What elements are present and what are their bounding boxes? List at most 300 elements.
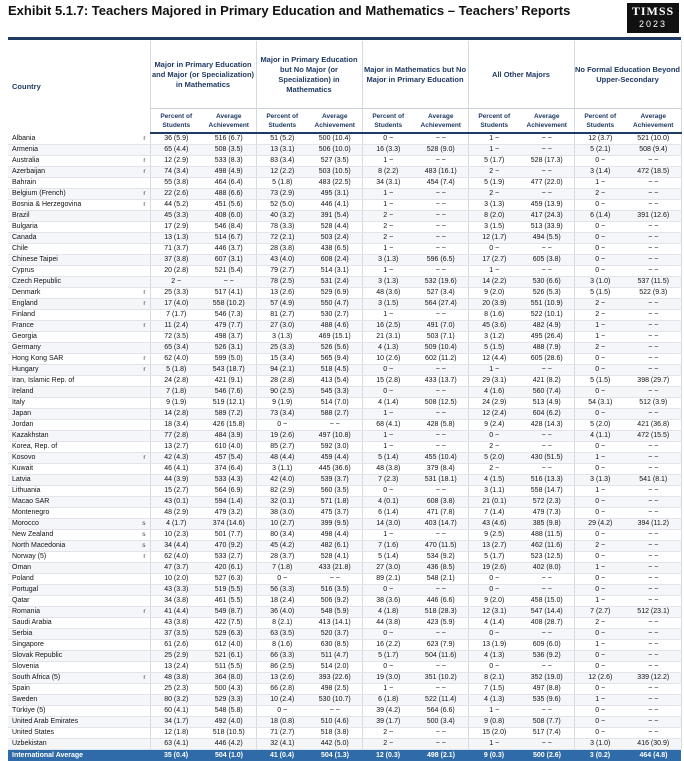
achievement-cell: 572 (2.3) xyxy=(520,497,574,508)
percent-cell: 94 (2.1) xyxy=(256,365,308,376)
achievement-cell: ~ ~ xyxy=(626,684,681,695)
achievement-cell: 454 (7.4) xyxy=(414,178,468,189)
percent-cell: 9 (2.5) xyxy=(468,530,520,541)
achievement-cell: 623 (7.9) xyxy=(414,640,468,651)
country-cell xyxy=(8,354,150,365)
percent-cell: 0 ~ xyxy=(468,662,520,673)
percent-cell: 0 ~ xyxy=(362,662,414,673)
percent-cell: 20 (3.9) xyxy=(468,299,520,310)
achievement-cell: 549 (8.7) xyxy=(202,607,256,618)
percent-cell: 62 (4.0) xyxy=(150,552,202,563)
percent-cell: 63 (4.1) xyxy=(150,739,202,750)
percent-cell: 7 (1.8) xyxy=(256,563,308,574)
achievement-cell: ~ ~ xyxy=(414,442,468,453)
table-row xyxy=(8,530,681,541)
table-row xyxy=(8,200,681,211)
country-cell xyxy=(8,431,150,442)
percent-cell: 2 ~ xyxy=(468,464,520,475)
percent-cell: 36 (5.9) xyxy=(150,133,202,145)
table-row xyxy=(8,662,681,673)
average-achievement-header: Average Achievement xyxy=(308,109,362,134)
percent-cell: 8 (1.6) xyxy=(256,640,308,651)
country-cell xyxy=(8,695,150,706)
percent-cell: 52 (5.0) xyxy=(256,200,308,211)
country-name: Denmark xyxy=(12,289,40,296)
achievement-cell: ~ ~ xyxy=(626,541,681,552)
achievement-cell: 428 (5.8) xyxy=(414,420,468,431)
percent-cell: 12 (0.3) xyxy=(362,750,414,761)
table-row xyxy=(8,706,681,717)
table-row xyxy=(8,211,681,222)
country-cell xyxy=(8,519,150,530)
country-name: Norway (5) xyxy=(12,553,46,560)
achievement-cell: 565 (9.4) xyxy=(308,354,362,365)
percent-cell: 1 ~ xyxy=(362,200,414,211)
table-row xyxy=(8,343,681,354)
achievement-cell: 374 (6.4) xyxy=(202,464,256,475)
achievement-cell: 528 (4.1) xyxy=(308,552,362,563)
average-achievement-header: Average Achievement xyxy=(414,109,468,134)
achievement-cell: ~ ~ xyxy=(520,585,574,596)
percent-cell: 0 ~ xyxy=(362,365,414,376)
percent-cell: 1 ~ xyxy=(468,706,520,717)
achievement-cell: ~ ~ xyxy=(626,189,681,200)
country-cell xyxy=(8,365,150,376)
achievement-cell: 514 (7.0) xyxy=(308,398,362,409)
table-row xyxy=(8,420,681,431)
percent-cell: 3 (1.3) xyxy=(362,277,414,288)
percent-cell: 3 (1.0) xyxy=(574,739,626,750)
achievement-cell: 459 (13.9) xyxy=(520,200,574,211)
achievement-cell: 558 (10.2) xyxy=(202,299,256,310)
achievement-cell: 533 (2.7) xyxy=(202,552,256,563)
percent-cell: 68 (4.1) xyxy=(362,420,414,431)
percent-cell: 15 (3.4) xyxy=(256,354,308,365)
percent-cell: 21 (0.1) xyxy=(468,497,520,508)
achievement-cell: ~ ~ xyxy=(626,178,681,189)
percent-cell: 0 ~ xyxy=(574,651,626,662)
table-row xyxy=(8,145,681,156)
achievement-cell: 560 (7.4) xyxy=(520,387,574,398)
percent-cell: 0 ~ xyxy=(574,156,626,167)
percent-cell: 10 (2.7) xyxy=(256,519,308,530)
table-row xyxy=(8,563,681,574)
percent-cell: 45 (4.2) xyxy=(256,541,308,552)
achievement-cell: 385 (9.8) xyxy=(520,519,574,530)
achievement-cell: ~ ~ xyxy=(308,420,362,431)
achievement-cell: 592 (3.0) xyxy=(308,442,362,453)
achievement-cell: 461 (5.5) xyxy=(202,596,256,607)
achievement-cell: ~ ~ xyxy=(520,167,574,178)
achievement-cell: 608 (3.8) xyxy=(414,497,468,508)
percent-cell: 80 (3.2) xyxy=(150,695,202,706)
percent-cell: 5 (1.4) xyxy=(362,552,414,563)
coverage-flag: r xyxy=(143,200,149,210)
country-cell xyxy=(8,277,150,288)
country-cell xyxy=(8,640,150,651)
achievement-cell: ~ ~ xyxy=(520,442,574,453)
table-row xyxy=(8,266,681,277)
percent-cell: 13 (2.6) xyxy=(256,673,308,684)
percent-cell: 7 (1.6) xyxy=(362,541,414,552)
achievement-cell: 495 (3.1) xyxy=(308,189,362,200)
achievement-cell: ~ ~ xyxy=(626,464,681,475)
percent-cell: 82 (2.9) xyxy=(256,486,308,497)
achievement-cell: 458 (15.0) xyxy=(520,596,574,607)
achievement-cell: 433 (21.8) xyxy=(308,563,362,574)
percent-cell: 1 ~ xyxy=(362,684,414,695)
percent-cell: 5 (2.0) xyxy=(468,453,520,464)
percent-cell: 4 (1.5) xyxy=(468,475,520,486)
country-name: South Africa (5) xyxy=(12,674,60,681)
achievement-cell: 511 (5.5) xyxy=(202,662,256,673)
achievement-cell: 531 (18.1) xyxy=(414,475,468,486)
country-name: Poland xyxy=(12,575,34,582)
percent-cell: 0 ~ xyxy=(468,431,520,442)
achievement-cell: ~ ~ xyxy=(626,629,681,640)
country-cell xyxy=(8,684,150,695)
country-cell xyxy=(8,442,150,453)
percent-cell: 37 (3.5) xyxy=(150,629,202,640)
percent-cell: 41 (0.4) xyxy=(256,750,308,761)
table-row xyxy=(8,453,681,464)
achievement-cell: 472 (15.5) xyxy=(626,431,681,442)
percent-cell: 0 ~ xyxy=(256,706,308,717)
percent-of-students-header: Percent of Students xyxy=(362,109,414,134)
percent-cell: 4 (1.3) xyxy=(468,651,520,662)
achievement-cell: 564 (6.6) xyxy=(414,706,468,717)
percent-cell: 8 (2.0) xyxy=(468,211,520,222)
percent-cell: 1 ~ xyxy=(574,563,626,574)
achievement-cell: 504 (1.3) xyxy=(308,750,362,761)
percent-cell: 44 (5.2) xyxy=(150,200,202,211)
achievement-cell: ~ ~ xyxy=(626,706,681,717)
achievement-cell: 497 (8.8) xyxy=(520,684,574,695)
achievement-cell: 527 (3.5) xyxy=(308,156,362,167)
achievement-cell: ~ ~ xyxy=(626,596,681,607)
percent-cell: 34 (1.7) xyxy=(150,717,202,728)
achievement-cell: 445 (36.6) xyxy=(308,464,362,475)
percent-cell: 36 (4.0) xyxy=(256,607,308,618)
country-cell xyxy=(8,673,150,684)
percent-cell: 14 (2.2) xyxy=(468,277,520,288)
achievement-cell: 498 (3.7) xyxy=(202,332,256,343)
percent-cell: 54 (3.1) xyxy=(574,398,626,409)
percent-cell: 1 ~ xyxy=(574,486,626,497)
achievement-cell: 393 (22.6) xyxy=(308,673,362,684)
achievement-cell: 498 (4.9) xyxy=(202,167,256,178)
country-name: Sweden xyxy=(12,696,37,703)
percent-cell: 44 (3.9) xyxy=(150,475,202,486)
percent-cell: 34 (3.1) xyxy=(362,178,414,189)
country-name: Kosovo xyxy=(12,454,35,461)
achievement-cell: 462 (11.6) xyxy=(520,541,574,552)
percent-cell: 10 (2.0) xyxy=(150,574,202,585)
percent-cell: 4 (0.1) xyxy=(362,497,414,508)
country-name: Kuwait xyxy=(12,465,33,472)
country-name: England xyxy=(12,300,38,307)
achievement-cell: 483 (22.5) xyxy=(308,178,362,189)
percent-cell: 5 (2.1) xyxy=(574,145,626,156)
table-row xyxy=(8,244,681,255)
country-cell xyxy=(8,332,150,343)
percent-cell: 1 ~ xyxy=(574,596,626,607)
percent-cell: 15 (2.8) xyxy=(362,376,414,387)
percent-cell: 46 (4.1) xyxy=(150,464,202,475)
country-cell xyxy=(8,299,150,310)
percent-cell: 1 ~ xyxy=(362,244,414,255)
average-label: International Average xyxy=(8,750,150,761)
achievement-cell: 471 (7.8) xyxy=(414,508,468,519)
country-cell xyxy=(8,133,150,145)
percent-cell: 3 (1.5) xyxy=(468,222,520,233)
percent-cell: 1 ~ xyxy=(574,321,626,332)
percent-cell: 3 (1.0) xyxy=(574,277,626,288)
achievement-cell: 608 (2.4) xyxy=(308,255,362,266)
country-cell xyxy=(8,607,150,618)
table-row xyxy=(8,133,681,145)
percent-cell: 12 (1.8) xyxy=(150,728,202,739)
table-row xyxy=(8,222,681,233)
country-cell xyxy=(8,189,150,200)
country-cell xyxy=(8,629,150,640)
country-cell xyxy=(8,563,150,574)
percent-cell: 5 (1.4) xyxy=(362,453,414,464)
achievement-cell: 517 (4.1) xyxy=(202,288,256,299)
achievement-cell: ~ ~ xyxy=(626,244,681,255)
achievement-cell: 539 (3.7) xyxy=(308,475,362,486)
achievement-cell: ~ ~ xyxy=(414,156,468,167)
table-row xyxy=(8,354,681,365)
achievement-cell: ~ ~ xyxy=(520,145,574,156)
percent-cell: 0 ~ xyxy=(362,585,414,596)
table-row xyxy=(8,541,681,552)
country-cell xyxy=(8,211,150,222)
achievement-cell: 492 (4.0) xyxy=(202,717,256,728)
table-row xyxy=(8,684,681,695)
achievement-cell: 521 (10.0) xyxy=(626,133,681,145)
achievement-cell: 560 (3.5) xyxy=(308,486,362,497)
percent-cell: 43 (3.3) xyxy=(150,585,202,596)
achievement-cell: 399 (9.5) xyxy=(308,519,362,530)
country-cell xyxy=(8,145,150,156)
table-row xyxy=(8,618,681,629)
country-cell xyxy=(8,585,150,596)
percent-cell: 2 ~ xyxy=(150,277,202,288)
achievement-cell: ~ ~ xyxy=(520,189,574,200)
achievement-cell: 438 (6.5) xyxy=(308,244,362,255)
coverage-flag: r xyxy=(143,607,149,617)
percent-cell: 48 (4.4) xyxy=(256,453,308,464)
achievement-cell: 413 (14.1) xyxy=(308,618,362,629)
percent-cell: 71 (3.7) xyxy=(150,244,202,255)
achievement-cell: 421 (9.1) xyxy=(202,376,256,387)
achievement-cell: 518 (10.5) xyxy=(202,728,256,739)
achievement-cell: 533 (8.3) xyxy=(202,156,256,167)
percent-cell: 10 (2.3) xyxy=(150,530,202,541)
coverage-flag: r xyxy=(143,552,149,562)
country-cell xyxy=(8,486,150,497)
percent-cell: 5 (2.0) xyxy=(574,420,626,431)
coverage-flag: r xyxy=(143,288,149,298)
percent-cell: 1 ~ xyxy=(574,640,626,651)
country-cell xyxy=(8,387,150,398)
country-name: United Arab Emirates xyxy=(12,718,78,725)
achievement-cell: 513 (4.9) xyxy=(520,398,574,409)
country-cell xyxy=(8,178,150,189)
percent-cell: 1 ~ xyxy=(362,266,414,277)
percent-cell: 42 (4.0) xyxy=(256,475,308,486)
country-cell xyxy=(8,310,150,321)
achievement-cell: 516 (13.3) xyxy=(520,475,574,486)
country-name: Bosnia & Herzegovina xyxy=(12,201,81,208)
achievement-cell: 436 (8.5) xyxy=(414,563,468,574)
achievement-cell: 500 (10.4) xyxy=(308,133,362,145)
achievement-cell: 518 (3.8) xyxy=(308,728,362,739)
achievement-cell: 528 (17.3) xyxy=(520,156,574,167)
achievement-cell: 522 (9.3) xyxy=(626,288,681,299)
achievement-cell: 364 (8.0) xyxy=(202,673,256,684)
country-name: Korea, Rep. of xyxy=(12,443,57,450)
percent-cell: 2 ~ xyxy=(574,343,626,354)
achievement-cell: 497 (10.8) xyxy=(308,431,362,442)
achievement-cell: 464 (4.8) xyxy=(626,750,681,761)
percent-cell: 16 (3.3) xyxy=(362,145,414,156)
achievement-cell: 529 (6.9) xyxy=(308,288,362,299)
country-cell xyxy=(8,343,150,354)
percent-cell: 9 (2.4) xyxy=(468,420,520,431)
achievement-cell: 498 (2.1) xyxy=(414,750,468,761)
achievement-cell: 488 (6.6) xyxy=(202,189,256,200)
achievement-cell: ~ ~ xyxy=(414,244,468,255)
table-row xyxy=(8,178,681,189)
percent-cell: 20 (2.8) xyxy=(150,266,202,277)
achievement-cell: 491 (7.0) xyxy=(414,321,468,332)
percent-cell: 1 ~ xyxy=(362,310,414,321)
percent-cell: 0 ~ xyxy=(574,222,626,233)
achievement-cell: 500 (4.3) xyxy=(202,684,256,695)
achievement-cell: ~ ~ xyxy=(414,684,468,695)
achievement-cell: 548 (5.9) xyxy=(308,607,362,618)
percent-cell: 1 ~ xyxy=(362,189,414,200)
achievement-cell: 408 (28.7) xyxy=(520,618,574,629)
percent-cell: 1 ~ xyxy=(574,178,626,189)
table-row xyxy=(8,255,681,266)
percent-cell: 43 (3.8) xyxy=(150,618,202,629)
achievement-cell: ~ ~ xyxy=(626,563,681,574)
percent-cell: 16 (2.2) xyxy=(362,640,414,651)
country-cell xyxy=(8,651,150,662)
achievement-cell: 514 (2.0) xyxy=(308,662,362,673)
percent-cell: 0 ~ xyxy=(574,255,626,266)
percent-cell: 5 (1.8) xyxy=(150,365,202,376)
percent-cell: 0 ~ xyxy=(574,706,626,717)
achievement-cell: 516 (6.7) xyxy=(202,133,256,145)
achievement-cell: 469 (15.1) xyxy=(308,332,362,343)
achievement-cell: ~ ~ xyxy=(414,133,468,145)
achievement-cell: ~ ~ xyxy=(520,133,574,145)
table-row xyxy=(8,717,681,728)
achievement-cell: 484 (3.9) xyxy=(202,431,256,442)
percent-cell: 2 ~ xyxy=(362,739,414,750)
percent-cell: 0 ~ xyxy=(362,486,414,497)
percent-cell: 63 (3.5) xyxy=(256,629,308,640)
table-row xyxy=(8,728,681,739)
percent-cell: 19 (2.6) xyxy=(468,563,520,574)
percent-cell: 3 (1.3) xyxy=(468,200,520,211)
table-row xyxy=(8,310,681,321)
country-cell xyxy=(8,453,150,464)
achievement-cell: ~ ~ xyxy=(414,211,468,222)
achievement-cell: 517 (7.4) xyxy=(520,728,574,739)
table-row xyxy=(8,607,681,618)
coverage-flag: r xyxy=(143,156,149,166)
country-name: Georgia xyxy=(12,333,37,340)
coverage-flag: r xyxy=(143,189,149,199)
country-cell xyxy=(8,464,150,475)
header-rule xyxy=(8,37,681,40)
achievement-cell: 512 (3.9) xyxy=(626,398,681,409)
percent-cell: 78 (3.3) xyxy=(256,222,308,233)
percent-cell: 7 (2.3) xyxy=(362,475,414,486)
percent-of-students-header: Percent of Students xyxy=(574,109,626,134)
country-cell xyxy=(8,376,150,387)
achievement-cell: 508 (12.5) xyxy=(414,398,468,409)
percent-cell: 25 (2.9) xyxy=(150,651,202,662)
percent-cell: 18 (0.8) xyxy=(256,717,308,728)
coverage-flag: s xyxy=(142,541,149,551)
achievement-cell: 488 (11.5) xyxy=(520,530,574,541)
country-cell xyxy=(8,409,150,420)
country-cell xyxy=(8,200,150,211)
table-row xyxy=(8,596,681,607)
achievement-cell: ~ ~ xyxy=(626,508,681,519)
percent-cell: 0 ~ xyxy=(574,387,626,398)
table-row xyxy=(8,695,681,706)
achievement-cell: ~ ~ xyxy=(414,409,468,420)
group-header-5: No Formal Education Beyond Upper-Secondary xyxy=(574,41,681,109)
achievement-cell: 500 (3.4) xyxy=(414,717,468,728)
achievement-cell: 351 (10.2) xyxy=(414,673,468,684)
achievement-cell: 536 (9.2) xyxy=(520,651,574,662)
country-cell xyxy=(8,222,150,233)
percent-cell: 12 (3.1) xyxy=(468,607,520,618)
percent-cell: 13 (2.7) xyxy=(468,541,520,552)
achievement-cell: 530 (10.7) xyxy=(308,695,362,706)
achievement-cell: 610 (4.0) xyxy=(202,442,256,453)
achievement-cell: ~ ~ xyxy=(626,453,681,464)
average-achievement-header: Average Achievement xyxy=(626,109,681,134)
achievement-cell: 494 (5.5) xyxy=(520,233,574,244)
achievement-cell: 513 (33.9) xyxy=(520,222,574,233)
percent-cell: 25 (3.3) xyxy=(150,288,202,299)
country-name: Qatar xyxy=(12,597,30,604)
table-row xyxy=(8,299,681,310)
percent-cell: 40 (3.2) xyxy=(256,211,308,222)
percent-cell: 39 (1.7) xyxy=(362,717,414,728)
achievement-cell: 417 (24.3) xyxy=(520,211,574,222)
percent-cell: 12 (3.7) xyxy=(574,133,626,145)
percent-cell: 27 (3.0) xyxy=(256,321,308,332)
achievement-cell: 589 (7.2) xyxy=(202,409,256,420)
percent-cell: 0 ~ xyxy=(256,574,308,585)
group-header-3: Major in Mathematics but No Major in Primary Education xyxy=(362,41,468,109)
percent-cell: 8 (1.6) xyxy=(468,310,520,321)
percent-cell: 2 ~ xyxy=(362,233,414,244)
country-cell xyxy=(8,288,150,299)
achievement-cell: 537 (11.5) xyxy=(626,277,681,288)
achievement-cell: 514 (6.7) xyxy=(202,233,256,244)
